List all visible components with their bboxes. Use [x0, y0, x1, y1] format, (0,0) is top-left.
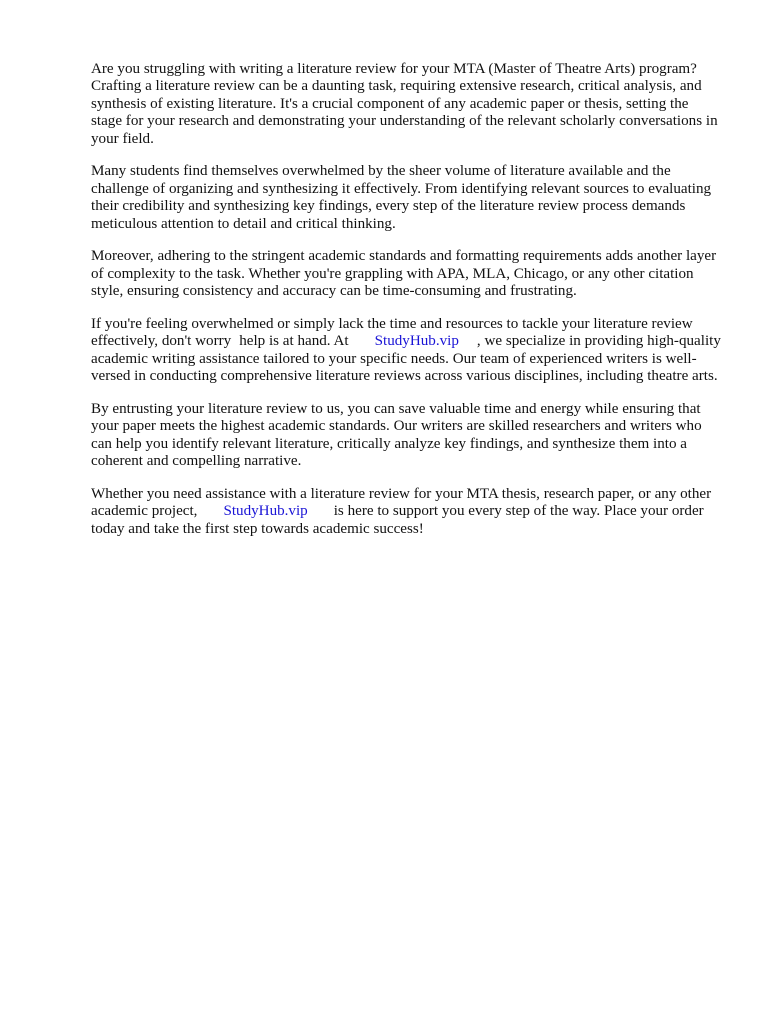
document-body [91, 61, 723, 554]
paragraph-intro: Are you struggling with writing a literature review for your MTA (Master of Theatre Arts) program? Crafting a literature review can be a daunting task, requiring extensive research, critical analysis, and synthesis of existing literature. It's a crucial component of any academic paper or thesis, setting the stage for your research and demonstrating your understanding of the relevant scholarly conversations in your field. [91, 61, 718, 147]
paragraph-overwhelmed: Many students find themselves overwhelmed by the sheer volume of literature available and the challenge of organizing and synthesizing it effectively. From identifying relevant sources to evaluating their credibility and synthesizing key findings, every step of the literature review process demands meticulous attention to detail and critical thinking. [91, 163, 712, 232]
paragraph-help-text-start: If you're feeling overwhelmed or simply lack the time and resources to tackle your literature review effectively, don't worry [91, 316, 693, 350]
paragraph-help [91, 316, 723, 386]
paragraph-entrusting: By entrusting your literature review to us, you can save valuable time and energy while ensuring that your paper meets the highest academic standards. Our writers are skilled researchers and writers who can help you identify relevant literature, critically analyze key findings, and synthesize them into a coherent and compelling narrative. [91, 401, 702, 470]
paragraph-closing [91, 486, 723, 538]
studyhub-link[interactable]: StudyHub.vip [374, 333, 459, 350]
paragraph-closing-text-end: is here to support you every step of the way. Place your order today and take the first step towards academic success! [91, 503, 704, 537]
paragraph-closing-text-start: Whether you need assistance with a literature review for your MTA thesis, research paper, or any other academic project, [91, 486, 712, 520]
paragraph-help-text-end: , we specialize in providing high-quality academic writing assistance tailored to your specific needs. Our team of experienced writers is well-versed in conducting comprehensive literature reviews across various disciplines, including theatre arts. [91, 333, 721, 385]
studyhub-link-closing[interactable]: StudyHub.vip [223, 503, 308, 520]
paragraph-standards: Moreover, adhering to the stringent academic standards and formatting requirements adds another layer of complexity to the task. Whether you're grappling with APA, MLA, Chicago, or any other citation style, ensuring consistency and accuracy can be time-consuming and frustrating. [91, 248, 717, 300]
paragraph-help-text-mid: help is at hand. At [239, 333, 349, 350]
